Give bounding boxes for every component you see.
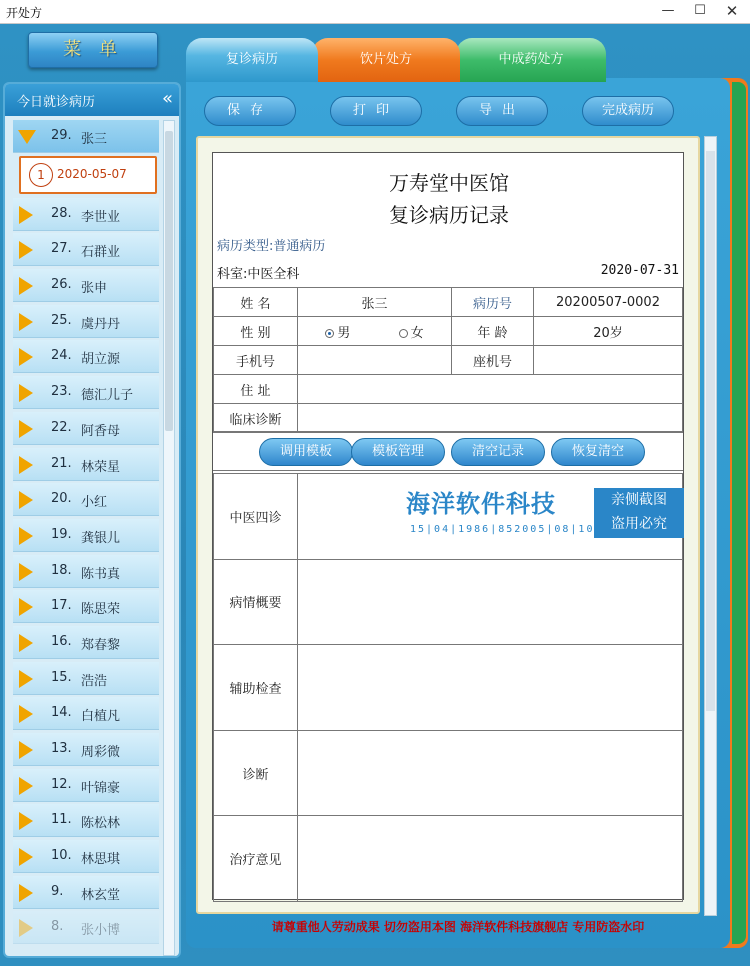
age-field[interactable]: 20岁 — [534, 317, 683, 346]
document-scrollbar[interactable] — [704, 136, 717, 916]
export-button[interactable]: 导出 — [456, 96, 548, 126]
patient-item[interactable] — [13, 876, 159, 909]
watermark-stamp-line2: 盗用必究 — [611, 516, 667, 532]
treatment-opinion-label: 治疗意见 — [214, 816, 298, 902]
collapsed-arrow-icon — [19, 277, 33, 295]
record-no-label: 病历号 — [452, 288, 534, 317]
collapsed-arrow-icon — [19, 634, 33, 652]
patient-item[interactable] — [13, 626, 159, 659]
patient-name: 李世业 — [81, 209, 121, 225]
patient-item[interactable] — [13, 120, 159, 153]
patient-name: 浩浩 — [81, 673, 108, 689]
gender-label: 性 别 — [214, 317, 298, 346]
patient-number: 10. — [51, 848, 72, 864]
patient-name: 叶锦豪 — [81, 780, 121, 796]
manage-templates-button[interactable]: 模板管理 — [351, 438, 445, 466]
collapsed-arrow-icon — [19, 812, 33, 830]
patient-number: 22. — [51, 419, 72, 435]
patient-item[interactable] — [13, 662, 159, 695]
record-type-value: 普通病历 — [273, 239, 326, 254]
patient-name: 张申 — [81, 281, 108, 297]
expanded-arrow-icon — [18, 130, 36, 144]
patient-name: 陈思荣 — [81, 602, 121, 618]
record-no-field[interactable]: 20200507-0002 — [534, 288, 683, 317]
collapsed-arrow-icon — [19, 848, 33, 866]
menu-button[interactable]: 菜 单 — [28, 32, 158, 68]
tab-frame-edge-green — [732, 82, 746, 944]
patient-number: 15. — [51, 669, 72, 685]
patient-item[interactable] — [13, 340, 159, 373]
patient-name: 张三 — [81, 132, 108, 147]
patient-number: 26. — [51, 277, 72, 293]
collapsed-arrow-icon — [19, 456, 33, 474]
gender-female-option[interactable] — [399, 326, 424, 341]
gender-field — [298, 317, 452, 346]
radio-checked-icon — [325, 329, 334, 338]
patient-name: 陈书真 — [81, 566, 121, 582]
patient-number: 17. — [51, 598, 72, 614]
watermark-stamp-line1: 亲侧截图 — [611, 492, 667, 508]
collapsed-arrow-icon — [19, 598, 33, 616]
collapsed-arrow-icon — [19, 705, 33, 723]
department-value: 中医全科 — [247, 267, 300, 282]
patient-name: 周彩微 — [81, 745, 121, 760]
collapsed-arrow-icon — [19, 527, 33, 545]
record-type — [217, 235, 325, 254]
patient-number: 29. — [51, 128, 72, 143]
gender-male-label: 男 — [337, 325, 351, 341]
landline-label: 座机号 — [452, 346, 534, 375]
phone-field[interactable] — [298, 346, 452, 375]
treatment-opinion-field[interactable] — [298, 816, 683, 902]
tab-chinese-patent-prescription[interactable]: 中成药处方 — [456, 38, 606, 82]
patient-item[interactable] — [13, 412, 159, 445]
patient-name: 龚银儿 — [81, 530, 121, 546]
collapsed-arrow-icon — [19, 670, 33, 688]
patient-name: 林荣星 — [81, 459, 121, 475]
template-toolbar — [213, 431, 683, 471]
tab-follow-up-record[interactable]: 复诊病历 — [186, 38, 318, 82]
patient-item[interactable] — [13, 305, 159, 338]
patient-name: 石群业 — [81, 245, 121, 261]
collapsed-arrow-icon — [19, 491, 33, 509]
watermark-stamp — [594, 488, 684, 538]
collapsed-arrow-icon — [19, 420, 33, 438]
patient-item[interactable] — [13, 804, 159, 837]
patient-item[interactable] — [13, 590, 159, 623]
collapsed-arrow-icon — [19, 348, 33, 366]
load-template-button[interactable]: 调用模板 — [259, 438, 353, 466]
collapsed-arrow-icon — [19, 884, 33, 902]
patient-name: 小红 — [81, 495, 108, 511]
condition-summary-label: 病情概要 — [214, 559, 298, 645]
condition-summary-field[interactable] — [298, 559, 683, 645]
four-diagnostics-label: 中医四诊 — [214, 474, 298, 560]
patient-number: 13. — [51, 741, 72, 756]
footer-watermark-notice: 请尊重他人劳动成果 切勿盗用本图 海洋软件科技旗舰店 专用防盗水印 — [271, 920, 645, 934]
patient-item[interactable] — [13, 448, 159, 481]
patient-list-scrollbar[interactable] — [163, 120, 175, 956]
diagnosis-field[interactable] — [298, 404, 683, 433]
patient-number: 27. — [51, 241, 72, 257]
collapsed-arrow-icon — [19, 563, 33, 581]
patient-info-table — [213, 287, 683, 433]
save-button[interactable]: 保存 — [204, 96, 296, 126]
collapsed-arrow-icon — [19, 313, 33, 331]
patient-name: 虞丹丹 — [81, 316, 121, 332]
patient-name: 胡立源 — [81, 352, 121, 368]
window-title: 开处方 — [6, 6, 43, 20]
patient-number: 24. — [51, 348, 72, 364]
patient-item[interactable] — [13, 697, 159, 730]
watermark-barcode-digits: 15|04|1986|852005|08|10 — [410, 524, 595, 535]
complete-record-button[interactable]: 完成病历 — [582, 96, 674, 126]
patient-name: 白植凡 — [81, 709, 121, 725]
patient-name: 陈松林 — [81, 816, 121, 832]
collapsed-arrow-icon — [19, 206, 33, 224]
today-records-panel — [3, 82, 181, 958]
visit-record-item[interactable] — [19, 156, 157, 194]
title-bar — [0, 0, 750, 24]
collapsed-arrow-icon — [19, 241, 33, 259]
phone-label: 手机号 — [214, 346, 298, 375]
clinic-name: 万寿堂中医馆 — [389, 171, 509, 195]
patient-item[interactable] — [13, 233, 159, 266]
patient-name: 郑春黎 — [81, 637, 121, 653]
clear-record-button[interactable]: 清空记录 — [451, 438, 545, 466]
patient-number: 21. — [51, 455, 72, 471]
patient-item[interactable] — [13, 483, 159, 516]
today-records-title: 今日就诊病历 — [17, 95, 96, 110]
patient-number: 8. — [51, 919, 64, 935]
patient-number: 19. — [51, 526, 72, 542]
patient-number: 23. — [51, 384, 72, 400]
patient-number: 25. — [51, 312, 72, 328]
patient-number: 14. — [51, 705, 72, 721]
collapsed-arrow-icon — [19, 741, 33, 759]
today-records-header — [5, 84, 179, 116]
department — [217, 263, 299, 282]
patient-item[interactable] — [13, 198, 159, 231]
record-date: 2020-07-31 — [600, 263, 679, 278]
age-label: 年 龄 — [452, 317, 534, 346]
record-type-label: 病历类型: — [217, 239, 274, 254]
collapsed-arrow-icon — [19, 919, 33, 937]
address-label: 住 址 — [214, 375, 298, 404]
patient-item[interactable] — [13, 376, 159, 409]
restore-cleared-button[interactable]: 恢复清空 — [551, 438, 645, 466]
patient-number: 11. — [51, 812, 72, 828]
collapsed-arrow-icon — [19, 777, 33, 795]
patient-item[interactable] — [13, 269, 159, 302]
department-label: 科室: — [217, 267, 248, 282]
auxiliary-exam-label: 辅助检查 — [214, 645, 298, 731]
gender-male-option[interactable] — [325, 326, 350, 341]
name-field[interactable]: 张三 — [298, 288, 452, 317]
record-title: 复诊病历记录 — [389, 203, 509, 227]
close-icon[interactable]: ✕ — [725, 2, 739, 20]
visit-index-badge: 1 — [29, 163, 53, 187]
visit-date: 2020-05-07 — [57, 166, 127, 181]
patient-item[interactable] — [13, 555, 159, 588]
radio-unchecked-icon — [399, 329, 408, 338]
print-button[interactable]: 打印 — [330, 96, 422, 126]
collapsed-arrow-icon — [19, 384, 33, 402]
patient-item[interactable] — [13, 769, 159, 802]
patient-number: 28. — [51, 205, 72, 221]
patient-name: 阿香母 — [81, 423, 121, 439]
patient-item[interactable] — [13, 733, 159, 766]
patient-item[interactable] — [13, 911, 159, 944]
patient-item[interactable] — [13, 840, 159, 873]
tab-herbal-prescription[interactable]: 饮片处方 — [312, 38, 460, 82]
patient-name: 林思琪 — [81, 852, 121, 868]
collapse-panel-icon[interactable]: « — [161, 88, 173, 109]
minimize-icon[interactable]: — — [661, 3, 675, 18]
patient-number: 20. — [51, 491, 72, 507]
diagnosis-section-field[interactable] — [298, 730, 683, 816]
patient-name: 林玄堂 — [81, 887, 121, 903]
maximize-icon[interactable]: ☐ — [694, 3, 706, 18]
patient-number: 9. — [51, 883, 64, 899]
patient-number: 16. — [51, 633, 72, 649]
name-label: 姓 名 — [214, 288, 298, 317]
patient-item[interactable] — [13, 519, 159, 552]
patient-number: 18. — [51, 562, 72, 578]
patient-name: 德汇儿子 — [81, 388, 134, 404]
auxiliary-exam-field[interactable] — [298, 645, 683, 731]
patient-name: 张小博 — [81, 923, 121, 939]
patient-number: 12. — [51, 776, 72, 792]
diagnosis-label: 临床诊断 — [214, 404, 298, 433]
watermark — [406, 484, 686, 544]
patient-list — [13, 120, 159, 956]
landline-field[interactable] — [534, 346, 683, 375]
gender-female-label: 女 — [410, 325, 424, 341]
watermark-brand: 海洋软件科技 — [406, 490, 556, 518]
address-field[interactable] — [298, 375, 683, 404]
diagnosis-section-label: 诊断 — [214, 730, 298, 816]
